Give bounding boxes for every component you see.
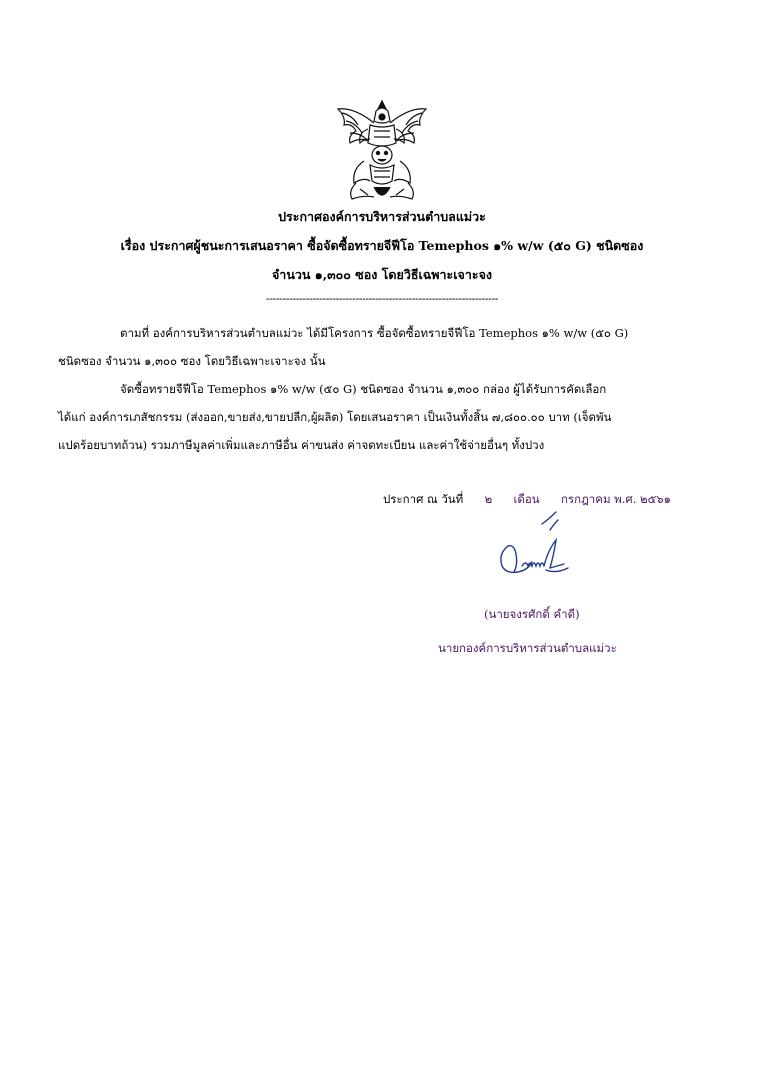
date-label: ประกาศ ณ วันที่	[383, 492, 464, 506]
date-day: ๒	[484, 492, 493, 506]
announcement-date	[383, 491, 671, 509]
body-paragraph-2-line-3: แปดร้อยบาทถ้วน) รวมภาษีมูลค่าเพิ่มและภาษีอื่น ค่าขนส่ง ค่าจดทะเบียน และค่าใช้จ่ายอื่นๆ ทั้งปวง	[58, 438, 545, 452]
body-paragraph-2-line-2: ได้แก่ องค์การเภสัชกรรม (ส่งออก,ขายส่ง,ขายปลีก,ผู้ผลิต) โดยเสนอราคา เป็นเงินทั้งสิ้น ๗,๘๐๐.๐๐ บาท (เจ็ดพัน	[58, 410, 612, 424]
body-paragraph-1-line-1: ตามที่ องค์การบริหารส่วนตำบลแม่วะ ได้มีโครงการ ซื้อจัดซื้อทรายจีฟีโอ Temephos ๑% w/w (๕๐ G)	[120, 326, 629, 340]
announcement-title: ประกาศองค์การบริหารส่วนตำบลแม่วะ	[278, 209, 486, 224]
subject-line-continued: จำนวน ๑,๓๐๐ ซอง โดยวิธีเฉพาะเจาะจง	[271, 267, 492, 282]
handwritten-signature-icon	[484, 510, 578, 588]
date-month-label: เดือน	[513, 492, 540, 506]
signatory-position: นายกองค์การบริหารส่วนตำบลแม่วะ	[438, 641, 617, 655]
signatory-name: (นายจงรศักดิ์ คำดี)	[484, 607, 580, 621]
divider-line: ----------------------------------------------------------------------	[265, 292, 499, 305]
body-paragraph-1-line-2: ชนิดซอง จำนวน ๑,๓๐๐ ซอง โดยวิธีเฉพาะเจาะจง นั้น	[58, 354, 326, 368]
subject-line: เรื่อง ประกาศผู้ชนะการเสนอราคา ซื้อจัดซื้อทรายจีฟีโอ Temephos ๑% w/w (๕๐ G) ชนิดซอง	[120, 238, 644, 253]
date-month-year: กรกฎาคม พ.ศ. ๒๕๖๑	[560, 492, 671, 506]
body-paragraph-2-line-1: จัดซื้อทรายจีฟีโอ Temephos ๑% w/w (๕๐ G) ชนิดซอง จำนวน ๑,๓๐๐ กล่อง ผู้ได้รับการคัดเลือก	[120, 382, 607, 396]
garuda-emblem-icon	[334, 99, 430, 203]
